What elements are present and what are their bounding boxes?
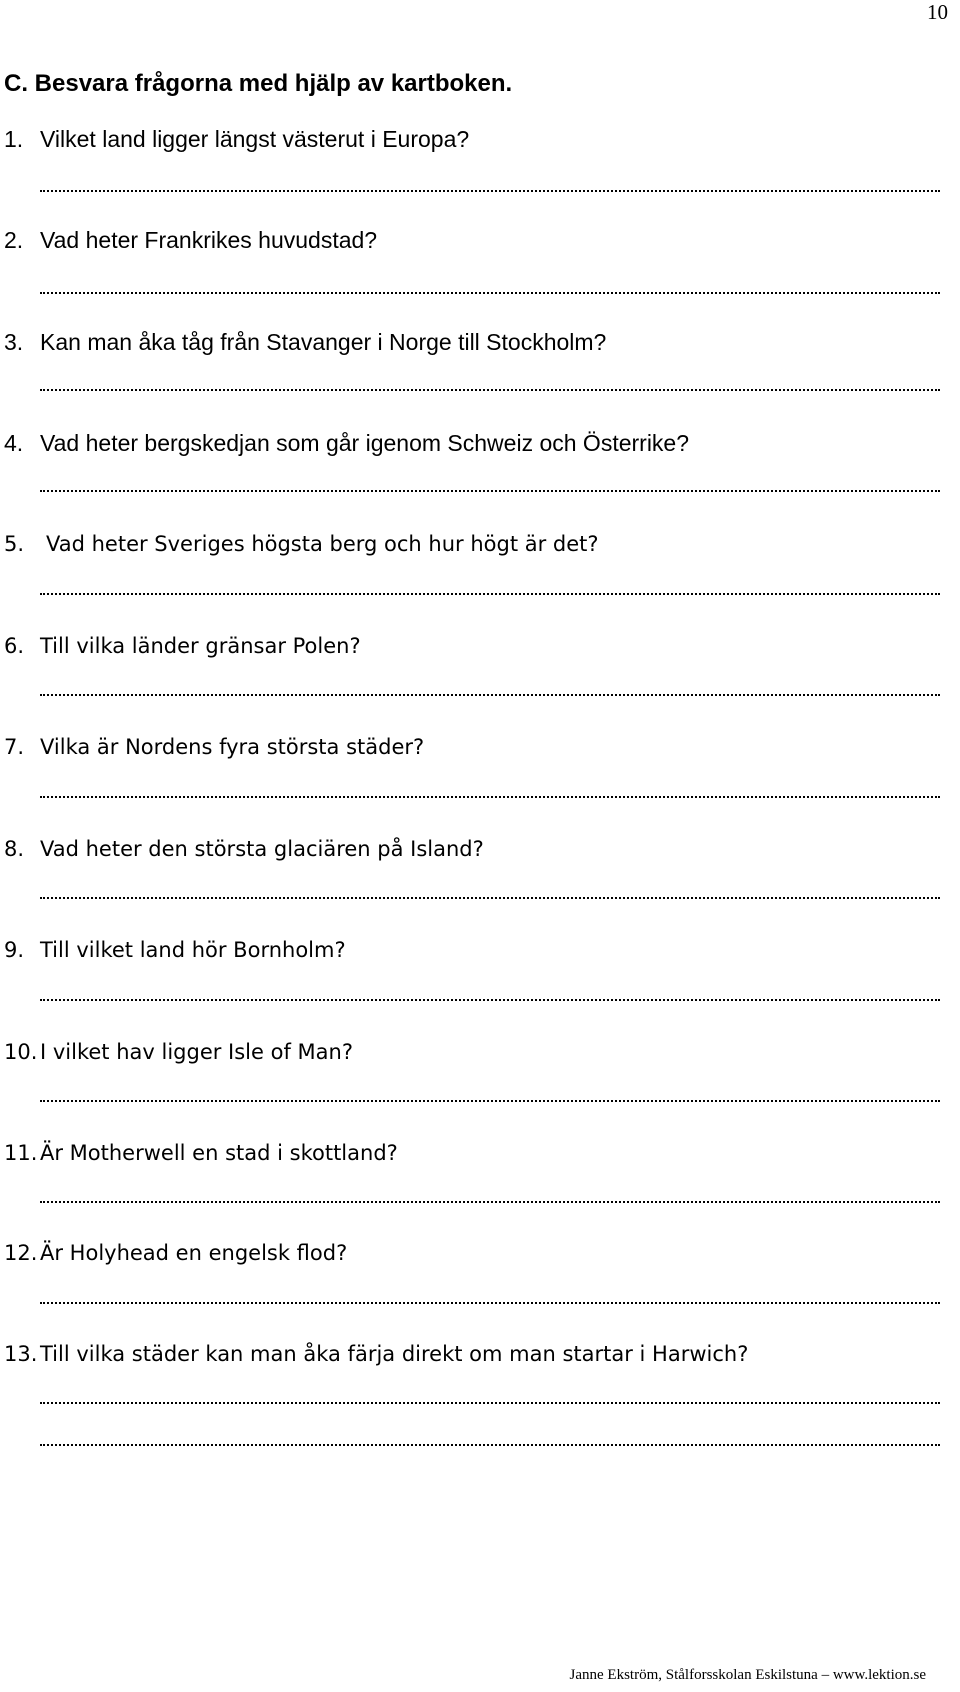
footer: Janne Ekström, Stålforsskolan Eskilstuna – www.lektion.se (569, 1667, 926, 1683)
answer-line-11[interactable] (40, 1197, 940, 1203)
question-4 (0, 430, 950, 474)
question-number: 8. (4, 837, 25, 861)
question-number: 3. (4, 329, 24, 355)
question-number: 1. (4, 126, 24, 152)
question-number: 9. (4, 938, 25, 962)
question-number: 6. (4, 634, 25, 658)
answer-line-9[interactable] (40, 995, 940, 1001)
question-number: 12. (4, 1241, 38, 1265)
question-text: Till vilket land hör Bornholm? (40, 938, 346, 962)
section-heading: C. Besvara frågorna med hjälp av kartboken. (4, 70, 513, 97)
answer-line-12[interactable] (40, 1298, 940, 1304)
answer-line-5[interactable] (40, 589, 940, 595)
question-3 (0, 329, 950, 373)
question-text: Vad heter Sveriges högsta berg och hur högt är det? (46, 532, 599, 556)
answer-line-13a[interactable] (40, 1398, 940, 1404)
question-2 (0, 227, 950, 271)
question-text: Är Motherwell en stad i skottland? (40, 1141, 398, 1165)
question-8 (0, 837, 950, 881)
question-text: Är Holyhead en engelsk flod? (40, 1241, 348, 1265)
question-text: I vilket hav ligger Isle of Man? (40, 1040, 353, 1064)
answer-line-8[interactable] (40, 893, 940, 899)
question-text: Vad heter bergskedjan som går igenom Schweiz och Österrike? (40, 430, 690, 456)
answer-line-3[interactable] (40, 385, 940, 391)
question-text: Vilka är Nordens fyra största städer? (40, 735, 425, 759)
question-number: 10. (4, 1040, 38, 1064)
answer-line-10[interactable] (40, 1096, 940, 1102)
question-5 (0, 532, 950, 576)
answer-line-2[interactable] (40, 288, 940, 294)
question-number: 7. (4, 735, 25, 759)
question-number: 13. (4, 1342, 38, 1366)
question-1 (0, 126, 950, 170)
question-text: Till vilka länder gränsar Polen? (40, 634, 361, 658)
question-number: 2. (4, 227, 24, 253)
question-9 (0, 938, 950, 982)
question-text: Vad heter Frankrikes huvudstad? (40, 227, 378, 253)
question-12 (0, 1241, 950, 1285)
question-number: 5. (4, 532, 25, 556)
question-text: Kan man åka tåg från Stavanger i Norge till Stockholm? (40, 329, 607, 355)
question-10 (0, 1040, 950, 1084)
answer-line-1[interactable] (40, 186, 940, 192)
question-11 (0, 1141, 950, 1185)
question-13 (0, 1342, 950, 1386)
question-6 (0, 634, 950, 678)
question-text: Till vilka städer kan man åka färja direkt om man startar i Harwich? (40, 1342, 749, 1366)
answer-line-6[interactable] (40, 690, 940, 696)
answer-line-13b[interactable] (40, 1440, 940, 1446)
question-text: Vilket land ligger längst västerut i Europa? (40, 126, 470, 152)
question-number: 11. (4, 1141, 38, 1165)
answer-line-4[interactable] (40, 486, 940, 492)
page-number: 10 (927, 0, 948, 24)
question-text: Vad heter den största glaciären på Island? (40, 837, 484, 861)
question-7 (0, 735, 950, 779)
answer-line-7[interactable] (40, 792, 940, 798)
question-number: 4. (4, 430, 24, 456)
